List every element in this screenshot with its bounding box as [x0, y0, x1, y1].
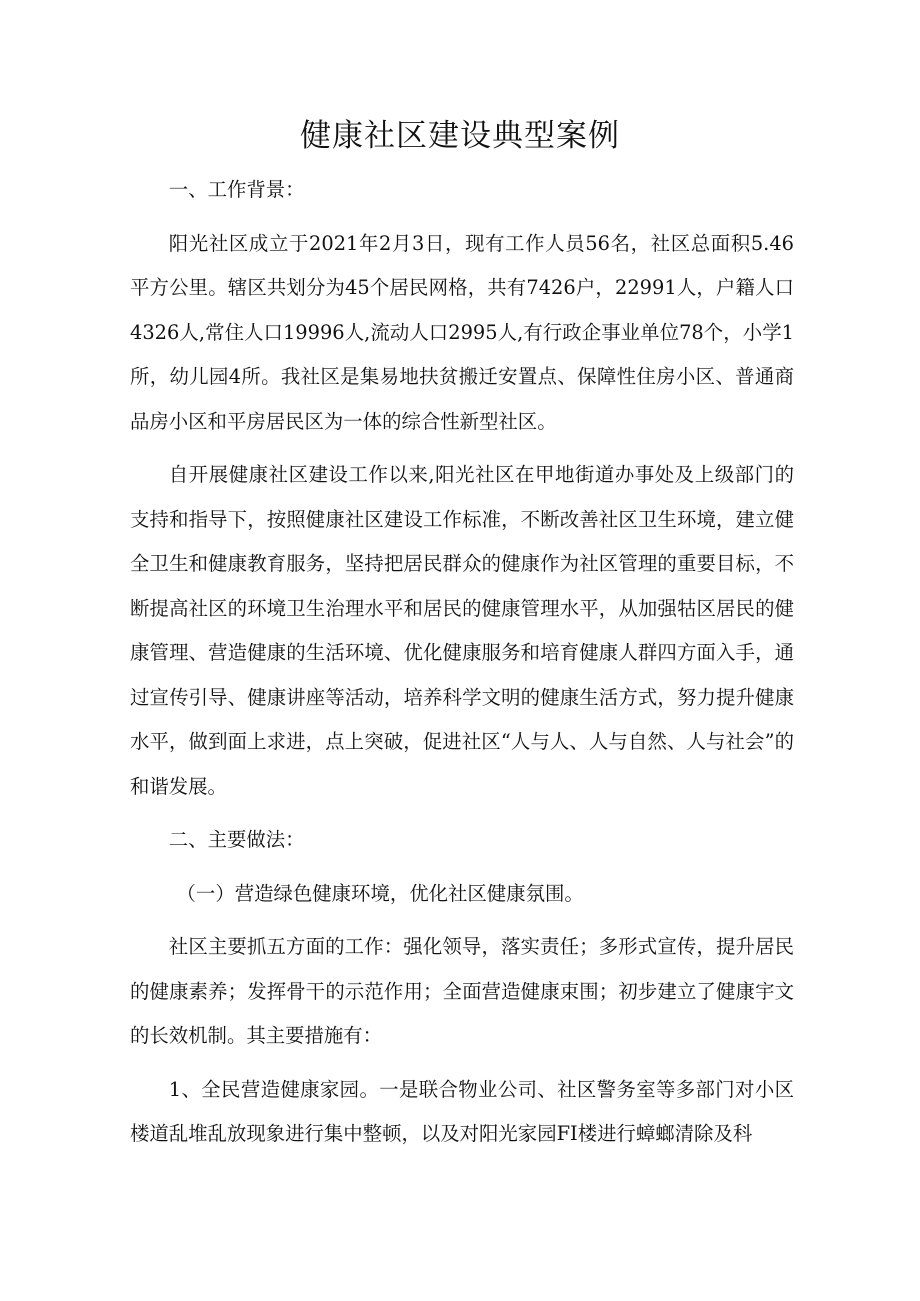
- subsection-heading-green-environment: （一）营造绿色健康环境，优化社区健康氛围。: [176, 881, 584, 905]
- paragraph-five-aspects: 社区主要抓五方面的工作：强化领导，落实责任；多形式宣传，提升居民的健康素养；发挥骨干的示范作用；全面营造健康束围；初步建立了健康宇文的长效机制。其主要措施有：: [130, 935, 794, 1047]
- paragraph-community-overview: 阳光社区成立于2021年2月3日，现有工作人员56名，社区总面积5.46平方公里。辖区共划分为45个居民网格，共有7426户，22991人，户籍人口4326人,常住人口19996人,流动人口2995人,有行政企事业单位78个，小学1所，幼儿园4所。我社区是集易地扶贫搬迁安置点、保障性住房小区、普通商品房小区和平房居民区为一体的综合性新型社区。: [130, 231, 794, 433]
- document-body: [130, 168, 794, 1166]
- paragraph-work-summary: 自开展健康社区建设工作以来,阳光社区在甲地街道办事处及上级部门的支持和指导下，按照健康社区建设工作标准，不断改善社区卫生环境，建立健全卫生和健康教育服务，坚持把居民群众的健康作为社区管理的重要目标，不断提高社区的环境卫生治理水平和居民的健康管理水平，从加强牯区居民的健康管理、营造健康的生活环境、优化健康服务和培育健康人群四方面入手，通过宣传引导、健康讲座等活动，培养科学文明的健康生活方式，努力提升健康水平，做到面上求进，点上突破，促进社区“人与人、人与自然、人与社会”的和谐发展。: [130, 463, 794, 798]
- document-title: 健康社区建设典型案例: [300, 118, 620, 154]
- paragraph-healthy-home: 1、全民营造健康家园。一是联合物业公司、社区警务室等多部门对小区楼道乱堆乱放现象进行集中整顿，以及对阳光家园FI楼进行蟑螂清除及科: [130, 1077, 794, 1145]
- section-heading-background: 一、工作背景：: [168, 178, 305, 201]
- section-heading-main-practices: 二、主要做法：: [168, 828, 305, 851]
